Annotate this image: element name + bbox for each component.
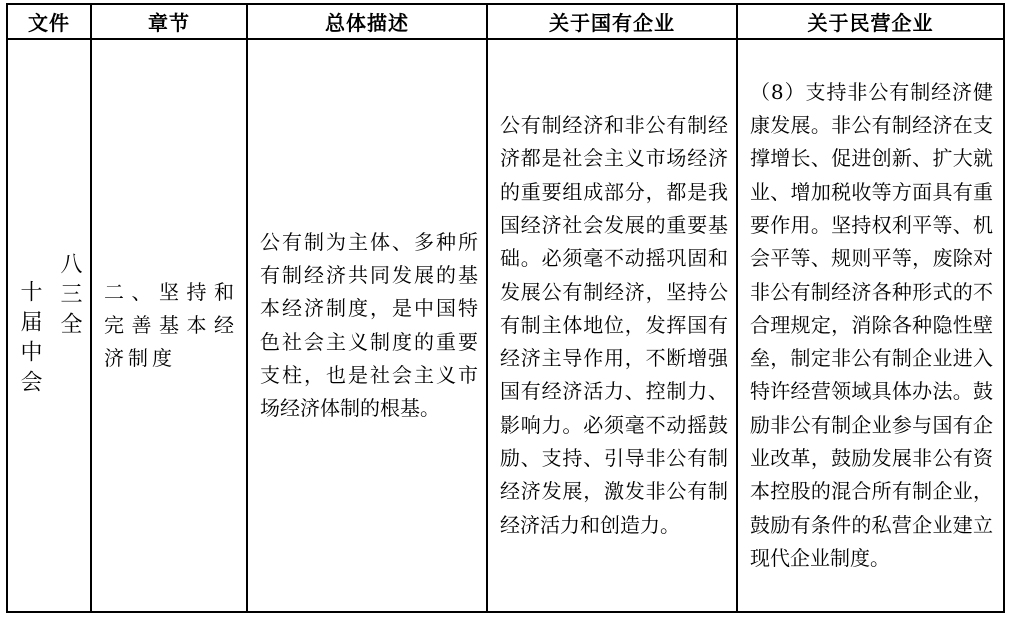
header-private: 关于民营企业 bbox=[737, 4, 1004, 39]
chapter-text: 二、坚持和完善基本经济制度 bbox=[104, 279, 238, 371]
state-owned-text: 公有制经济和非公有制经济都是社会主义市场经济的重要组成部分，都是我国经济社会发展的重要基础。必须毫不动摇巩固和发展公有制经济，坚持公有制主体地位，发挥国有经济主导作用，不断增强国有经济活力、控制力、影响力。必须毫不动摇鼓励、支持、引导非公有制经济发展，激发非公有制经济活力和创造力。 bbox=[500, 113, 728, 537]
chapter-cell bbox=[91, 39, 247, 612]
file-name-left: 十届中会 bbox=[17, 279, 42, 400]
header-description: 总体描述 bbox=[247, 4, 487, 39]
policy-table bbox=[6, 3, 1005, 613]
file-name-right: 八三全 bbox=[57, 251, 82, 342]
table-row bbox=[7, 39, 1004, 612]
description-cell bbox=[247, 39, 487, 612]
header-chapter: 章节 bbox=[91, 4, 247, 39]
header-file: 文件 bbox=[7, 4, 91, 39]
private-text: （8）支持非公有制经济健康发展。非公有制经济在支撑增长、促进创新、扩大就业、增加税收等方面具有重要作用。坚持权利平等、机会平等、规则平等，废除对非公有制经济各种形式的不合理规定，消除各种隐性壁垒，制定非公有制企业进入特许经营领域具体办法。鼓励非公有制企业参与国有企业改革，鼓励发展非公有资本控股的混合所有制企业，鼓励有条件的私营企业建立现代企业制度。 bbox=[750, 79, 993, 570]
header-row bbox=[7, 4, 1004, 39]
description-text: 公有制为主体、多种所有制经济共同发展的基本经济制度，是中国特色社会主义制度的重要支柱，也是社会主义市场经济体制的根基。 bbox=[260, 229, 478, 421]
private-cell bbox=[737, 39, 1004, 612]
header-state-owned: 关于国有企业 bbox=[487, 4, 737, 39]
file-cell bbox=[7, 39, 91, 612]
state-owned-cell bbox=[487, 39, 737, 612]
